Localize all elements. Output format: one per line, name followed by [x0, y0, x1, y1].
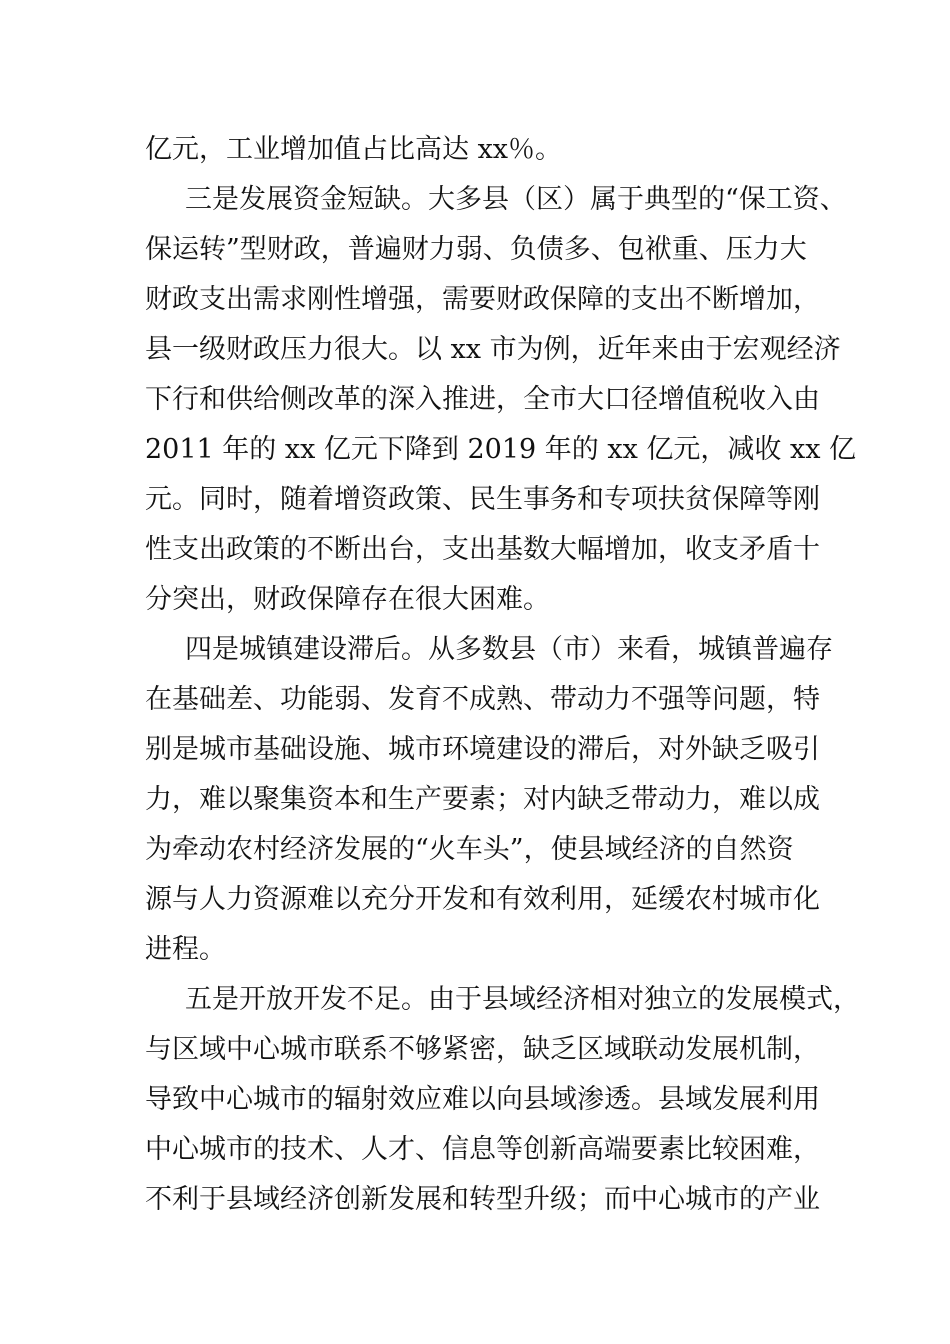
text-line: 保运转”型财政，普遍财力弱、负债多、包袱重、压力大: [145, 234, 807, 265]
text-line: 亿元，工业增加值占比高达 xx％。: [145, 134, 563, 165]
text-line: 县一级财政压力很大。以 xx 市为例，近年来由于宏观经济: [145, 334, 841, 365]
paragraph-3-start: 三是发展资金短缺。大多县（区）属于典型的“保工资、: [185, 184, 847, 215]
text-line: 下行和供给侧改革的深入推进，全市大口径增值税收入由: [145, 384, 820, 415]
text-line: 别是城市基础设施、城市环境建设的滞后，对外缺乏吸引: [145, 734, 820, 765]
text-line: 为牵动农村经济发展的“火车头”，使县域经济的自然资: [145, 834, 794, 865]
text-line: 分突出，财政保障存在很大困难。: [145, 584, 550, 615]
text-line: 2011 年的 xx 亿元下降到 2019 年的 xx 亿元，减收 xx 亿: [145, 434, 857, 465]
text-line: 财政支出需求刚性增强，需要财政保障的支出不断增加，: [145, 284, 820, 315]
text-line: 进程。: [145, 934, 226, 965]
paragraph-4-start: 四是城镇建设滞后。从多数县（市）来看，城镇普遍存: [185, 634, 833, 665]
text-line: 力，难以聚集资本和生产要素；对内缺乏带动力，难以成: [145, 784, 820, 815]
paragraph-5-start: 五是开放开发不足。由于县域经济相对独立的发展模式，: [185, 984, 860, 1015]
text-line: 元。同时，随着增资政策、民生事务和专项扶贫保障等刚: [145, 484, 820, 515]
text-line: 与区域中心城市联系不够紧密，缺乏区域联动发展机制，: [145, 1034, 820, 1065]
text-line: 在基础差、功能弱、发育不成熟、带动力不强等问题，特: [145, 684, 820, 715]
text-line: 源与人力资源难以充分开发和有效利用，延缓农村城市化: [145, 884, 820, 915]
text-line: 不利于县域经济创新发展和转型升级；而中心城市的产业: [145, 1184, 820, 1215]
text-line: 中心城市的技术、人才、信息等创新高端要素比较困难，: [145, 1134, 820, 1165]
text-line: 导致中心城市的辐射效应难以向县域渗透。县域发展利用: [145, 1084, 820, 1115]
text-line: 性支出政策的不断出台，支出基数大幅增加，收支矛盾十: [145, 534, 820, 565]
